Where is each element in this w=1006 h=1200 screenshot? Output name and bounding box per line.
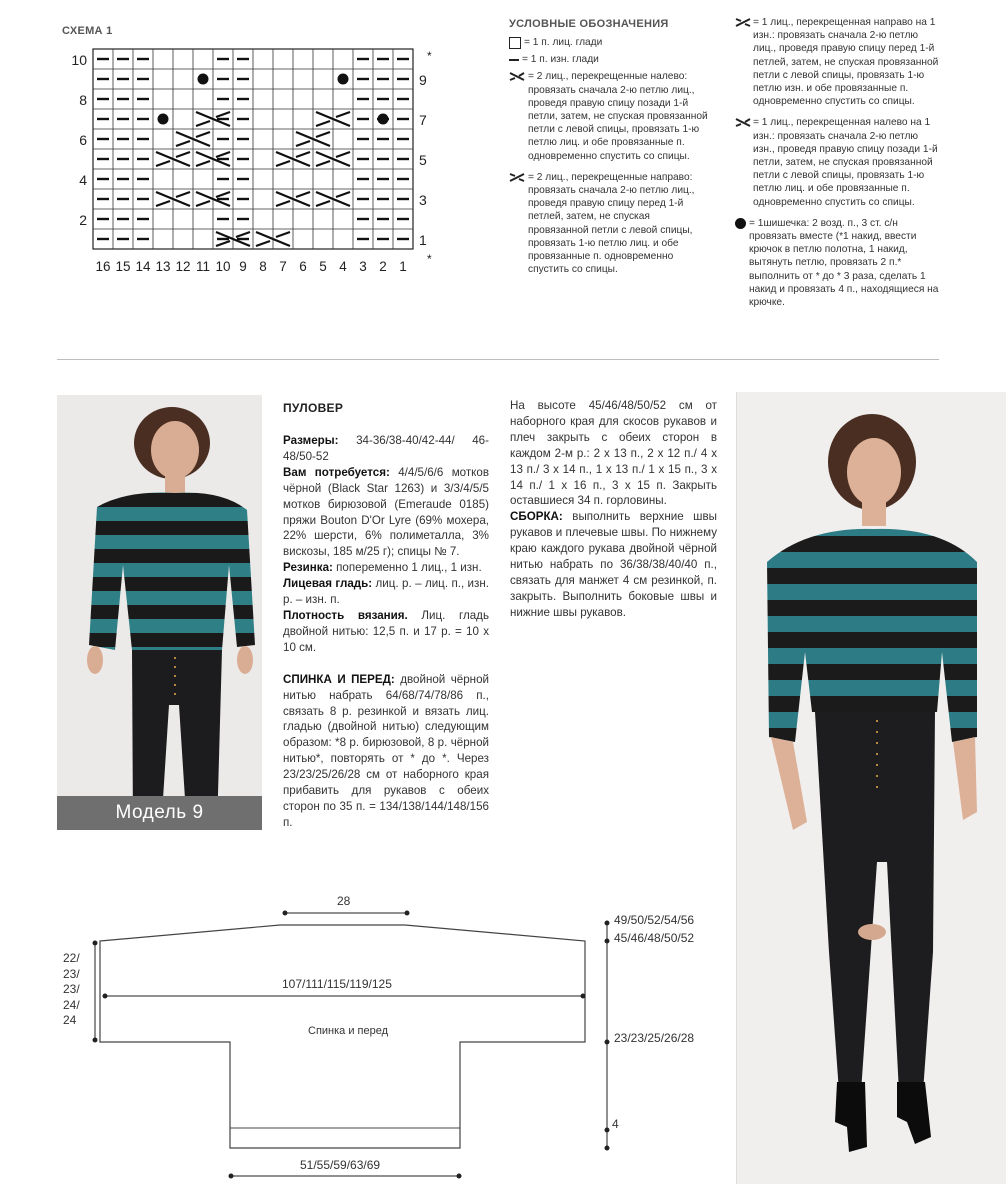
piece-label: Спинка и перед <box>308 1025 389 1037</box>
rib-para: Резинка: попеременно 1 лиц., 1 изн. <box>283 561 482 575</box>
cross-mark <box>216 152 230 157</box>
height-top1-label: 49/50/52/54/56 <box>614 913 695 927</box>
legend-col1 <box>509 36 709 276</box>
stitch-number: 5 <box>319 259 327 274</box>
cross-right-purl-icon <box>735 18 751 28</box>
stitch-number: 15 <box>115 259 131 274</box>
row-number-left: 4 <box>79 172 87 188</box>
bobble-icon <box>735 218 746 229</box>
stitch-number: 13 <box>155 259 171 274</box>
cross-mark <box>316 201 330 206</box>
cross-mark <box>176 192 190 197</box>
stitch-number: 8 <box>259 259 267 274</box>
gauge-para: Плотность вязания. Лиц. гладь двойной нитью: 12,5 п. и 17 р. = 10 х 10 см. <box>283 608 489 654</box>
cross-mark <box>196 201 210 206</box>
stitch-number: 10 <box>215 259 231 274</box>
stitch-number: 9 <box>239 259 247 274</box>
article-title: ПУЛОВЕР <box>283 401 344 415</box>
bobble-mark <box>338 74 349 85</box>
legend-item-cross-left-purl: = 1 лиц., перекрещенная налево на 1 изн.: провязать сначала 2-ю петлю изн., проведя правую спицу позади 1-й петли, затем, не спуская провязанной петли с левой спицы, провязать 1-ю петлю лиц. и обе провязанные п. одновременно спустить со спицы. <box>735 116 940 208</box>
cross-mark <box>296 152 310 157</box>
rib-height-label: 4 <box>612 1117 619 1131</box>
stitch-number: 3 <box>359 259 367 274</box>
cross-mark <box>336 112 350 117</box>
row-number-left: 6 <box>79 132 87 148</box>
cross-mark <box>196 132 210 137</box>
stitch-number: 1 <box>399 259 407 274</box>
stitch-number: 4 <box>339 259 347 274</box>
span-width-label: 107/111/115/119/125 <box>282 977 392 991</box>
stitch-number: 2 <box>379 259 387 274</box>
cross-mark <box>216 192 230 197</box>
stitch-number: 11 <box>195 259 211 274</box>
row-number-right: 1 <box>419 232 427 248</box>
legend-item-purl: = 1 п. изн. глади <box>509 53 709 66</box>
cross-mark <box>316 121 330 126</box>
cross-mark <box>276 201 290 206</box>
cross-mark <box>296 141 310 146</box>
knitting-chart <box>60 40 445 280</box>
model-photo-large <box>736 392 1006 1184</box>
dash-icon <box>509 59 519 61</box>
top-width-label: 28 <box>337 894 351 908</box>
stitch-number: 12 <box>175 259 191 274</box>
empty-square-icon <box>509 37 521 49</box>
cross-mark <box>216 241 230 246</box>
row-number-right: 3 <box>419 192 427 208</box>
cross-mark <box>256 241 270 246</box>
row-number-right: 9 <box>419 72 427 88</box>
cross-mark <box>196 121 210 126</box>
row-number-right: 5 <box>419 152 427 168</box>
cross-left-purl-icon <box>735 118 751 128</box>
legend-item-cross-left: = 2 лиц., перекрещенные налево: провязать сначала 2-ю петлю лиц., проведя правую спицу позади 1-й петли, затем, не спуская провязанной петли с левой спицы, провязать 1-ю петлю лиц. и обе провязанные п. одновременно спустить со спицы. <box>509 70 709 162</box>
cross-mark <box>176 152 190 157</box>
cross-mark <box>296 192 310 197</box>
cross-mark <box>336 192 350 197</box>
cross-mark <box>316 132 330 137</box>
shaping-para: На высоте 45/46/48/50/52 см от наборного края для скосов рукавов и плеч закрыть с обеих сторон в каждом 2-м р.: 2 х 13 п., 2 х 12 п./ 4 х 13 п./ 3 х 14 п., 1 х 13 п./ 1 х 15 п., 3 х 14 п./ 1 х 16 п., 3 х 15 п. Закрыть оставшиеся 34 п. горловины. <box>510 399 717 508</box>
legend-col2 <box>735 16 940 309</box>
cross-mark <box>276 232 290 237</box>
legend-item-cross-right-purl: = 1 лиц., перекрещенная направо на 1 изн.: провязать сначала 2-ю петлю лиц., проведя правую спицу перед 1-й петлей, затем, не спуская провязанной петли с левой спицы, провязать 1-ю петлю изн. и обе провязанные п. одновременно спустить со спицы. <box>735 16 940 108</box>
model-caption: Модель 9 <box>57 796 262 830</box>
cross-mark <box>156 201 170 206</box>
row-number-right: 7 <box>419 112 427 128</box>
stitch-number: 6 <box>299 259 307 274</box>
stitch-number: 7 <box>279 259 287 274</box>
cross-left-icon <box>509 72 525 82</box>
repeat-star: * <box>427 49 432 63</box>
cross-mark <box>336 152 350 157</box>
row-number-left: 10 <box>71 52 87 68</box>
cross-mark <box>156 161 170 166</box>
legend-item-bobble: = 1шишечка: 2 возд. п., 3 ст. с/н провязать вместе (*1 накид, ввести крючок в петлю полотна, 1 накид, вытянуть петлю, провязать 2 п.* выполнить от * до * 3 раза, сделать 1 накид и провязать 4 п., находящиеся на крючке. <box>735 217 940 309</box>
cross-mark <box>236 232 250 237</box>
repeat-star: * <box>427 252 432 266</box>
legend-item-knit: = 1 п. лиц. глади <box>509 36 709 49</box>
bobble-mark <box>158 114 169 125</box>
cross-mark <box>216 112 230 117</box>
cross-mark <box>176 141 190 146</box>
chart-title: СХЕМА 1 <box>62 25 113 37</box>
need-para: Вам потребуется: 4/4/5/6/6 мотков чёрной (Black Star 1263) и 3/3/4/5/5 мотков бирюзовой (Emeraude 0185) пряжи Bouton D'Or Lyre (69% мохера, 22% шерсти, 6% полиметалла, 3% вискозы, 185 м/25 г); спицы № 7. <box>283 465 489 559</box>
stitch-number: 16 <box>95 259 111 274</box>
legend-item-cross-right: = 2 лиц., перекрещенные направо: провязать сначала 2-ю петлю лиц., проведя правую спицу перед 1-й петлей, затем, не спуская провязанной петли с левой спицы, провязать 1-ю петлю лиц. и обе провязанные п. одновременно спустить со спицы. <box>509 171 709 277</box>
body-height-label: 23/23/25/26/28 <box>614 1031 695 1045</box>
assembly-para: СБОРКА: выполнить верхние швы рукавов и плечевые швы. По нижнему краю каждого рукава двойной чёрной нитью набрать по 36/38/38/40/40 п., связать для манжет 4 см резинкой, п. закрыть. Выполнить боковые швы и нижние швы рукавов. <box>510 510 717 619</box>
sizes-para: Размеры: 34-36/38-40/42-44/ 46-48/50-52 <box>283 434 489 463</box>
back-para: СПИНКА И ПЕРЕД: двойной чёрной нитью набрать 64/68/74/78/86 п., связать 8 р. резинкой и вязать лиц. гладью (двойной нитью) следующим образом: *8 р. бирюзовой, 8 р. чёрной нитью*, повторять от * до *. Через 23/23/25/26/28 см от наборного края прибавить для рукавов с обеих сторон по 35 п. = 134/138/144/148/156 п. <box>283 672 489 829</box>
bobble-mark <box>378 114 389 125</box>
row-number-left: 2 <box>79 212 87 228</box>
article-col2 <box>510 398 717 621</box>
row-number-left: 8 <box>79 92 87 108</box>
stitch-number: 14 <box>135 259 151 274</box>
article-col1 <box>283 433 489 831</box>
section-divider <box>57 359 939 360</box>
height-top2-label: 45/46/48/50/52 <box>614 931 695 945</box>
cross-right-icon <box>509 173 525 183</box>
cross-mark <box>276 161 290 166</box>
left-height-label: 22/ 23/ 23/ 24/ 24 <box>63 951 80 1027</box>
stock-para: Лицевая гладь: лиц. р. – лиц. п., изн. р. – изн. п. <box>283 577 489 607</box>
bottom-width-label: 51/55/59/63/69 <box>300 1158 381 1172</box>
bobble-mark <box>198 74 209 85</box>
cross-mark <box>196 161 210 166</box>
model-photo-small <box>57 395 262 830</box>
cross-mark <box>316 161 330 166</box>
legend-title: УСЛОВНЫЕ ОБОЗНАЧЕНИЯ <box>509 18 669 30</box>
